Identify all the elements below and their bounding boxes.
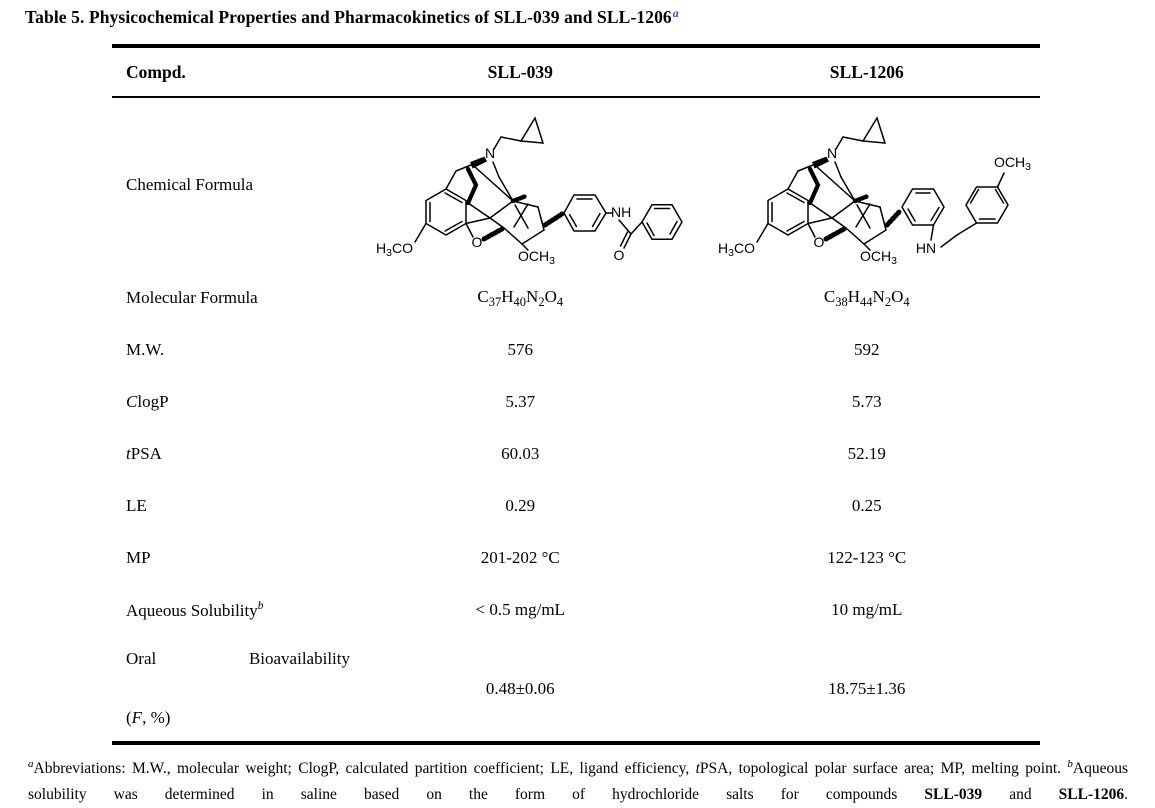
row-le <box>112 480 1040 532</box>
aqueous-solubility-sll039: < 0.5 mg/mL <box>475 600 565 619</box>
footnote-superscript-b: b <box>1067 758 1073 770</box>
sll1206-h3co-label: $H_3CO$ <box>718 240 755 259</box>
table-header-row <box>112 48 1040 96</box>
sll1206-och3-label: $OCH_3$ <box>860 248 897 267</box>
row-label-mw: M.W. <box>126 340 165 359</box>
row-label-oral-bioavailability <box>112 636 350 741</box>
mw-sll039: 576 <box>507 340 533 359</box>
sll1206-furan-o-label: O <box>813 234 825 250</box>
sll039-nh-label: NH <box>611 204 632 220</box>
footnote-text-1: Abbreviations: M.W., molecular weight; ClogP, calculated partition coefficient; LE, ligand efficiency, <box>33 760 696 777</box>
clogp-sll1206: 5.73 <box>851 392 882 411</box>
tpsa-sll039: 60.03 <box>501 444 540 463</box>
header-sll039: SLL-039 <box>487 61 553 82</box>
row-label-molecular-formula: Molecular Formula <box>126 288 258 307</box>
footnote-bold-sll1206: SLL-1206 <box>1058 786 1125 803</box>
oral-label-line1: Oral Bioavailability <box>126 649 350 668</box>
row-label-chemical-formula: Chemical Formula <box>126 175 254 194</box>
clogp-sll039: 5.37 <box>505 392 536 411</box>
oral-bioavailability-sll1206: 18.75±1.36 <box>828 678 906 698</box>
le-sll039: 0.29 <box>505 496 536 515</box>
row-tpsa <box>112 428 1040 480</box>
aqueous-solubility-sll1206: 10 mg/mL <box>831 600 903 619</box>
header-compound: Compd. <box>126 61 186 82</box>
row-label-tpsa: tPSA <box>126 444 162 463</box>
molecular-formula-sll039: $C_{37}H_{40}N_2O_4$ <box>477 286 564 309</box>
sll1206-n-label: N <box>826 145 838 161</box>
sll039-n-label: N <box>484 145 496 161</box>
mp-sll1206: 122-123 °C <box>827 548 907 567</box>
footnote-superscript-a: a <box>28 758 34 770</box>
mw-sll1206: 592 <box>854 340 880 359</box>
sll039-carbonyl-o-label: O <box>613 247 625 263</box>
oral-bioavailability-sll039: 0.48±0.06 <box>485 678 555 698</box>
sll039-structure-cell <box>347 98 689 272</box>
row-oral-bioavailability <box>112 636 1040 741</box>
le-sll1206: 0.25 <box>851 496 882 515</box>
row-mw <box>112 324 1040 376</box>
row-label-le: LE <box>126 496 147 515</box>
table-title <box>25 6 679 28</box>
tpsa-sll1206: 52.19 <box>847 444 886 463</box>
sll1206-top-och3-label: $OCH_3$ <box>994 154 1031 173</box>
table-footnote <box>28 751 1128 808</box>
table-bottom-rule <box>112 741 1040 745</box>
sll1206-structure <box>689 101 1044 269</box>
header-sll1206: SLL-1206 <box>829 61 904 82</box>
table-title-superscript: a <box>672 6 679 20</box>
row-mp <box>112 532 1040 584</box>
properties-table <box>112 44 1040 745</box>
footnote-bold-sll039: SLL-039 <box>924 786 983 803</box>
sll039-furan-o-label: O <box>471 234 483 250</box>
footnote-text-4: and <box>982 786 1059 803</box>
row-clogp <box>112 376 1040 428</box>
oral-label-line2: (F, %) <box>126 708 171 727</box>
sll1206-structure-cell <box>689 98 1044 272</box>
row-chemical-formula <box>112 98 1040 272</box>
footnote-text-2: PSA, topological polar surface area; MP, melting point. <box>699 760 1068 777</box>
footnote-text-5: . <box>1124 786 1128 803</box>
sll039-och3-label: $OCH_3$ <box>518 248 555 267</box>
row-label-clogp: ClogP <box>126 392 169 411</box>
row-molecular-formula <box>112 272 1040 324</box>
row-aqueous-solubility <box>112 584 1040 636</box>
table-title-text: Table 5. Physicochemical Properties and Pharmacokinetics of SLL-039 and SLL-1206 <box>25 7 672 27</box>
row-label-mp: MP <box>126 548 151 567</box>
footnote-text-3: Aqueous solubility was determined in saline based on the form of hydrochloride salts for compounds <box>28 760 1128 803</box>
sll039-h3co-label: $H_3CO$ <box>376 240 413 259</box>
footnote-italic-t: t <box>695 760 700 777</box>
molecular-formula-sll1206: $C_{38}H_{44}N_2O_4$ <box>823 286 910 309</box>
sll1206-hn-label: HN <box>915 240 937 256</box>
sll039-structure <box>347 101 689 269</box>
mp-sll039: 201-202 °C <box>480 548 560 567</box>
row-label-aqueous-solubility: Aqueous Solubility$^b$ <box>126 599 264 620</box>
